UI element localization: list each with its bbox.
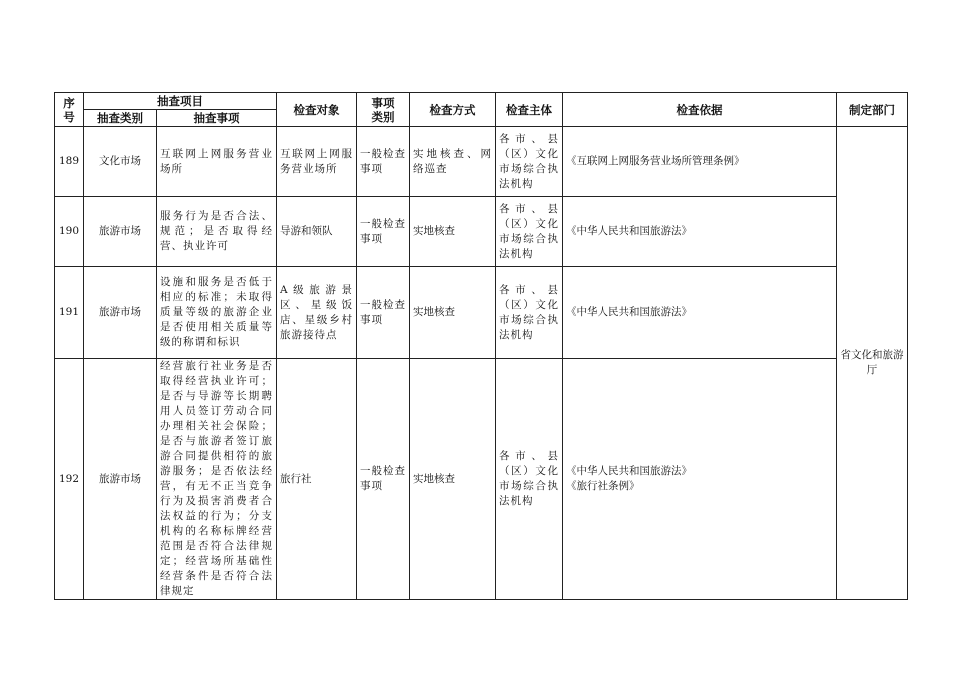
row-category: 旅游市场	[84, 359, 157, 600]
row-basis	[563, 127, 837, 197]
header-inspection-subject: 检查主体	[496, 93, 563, 127]
row-category: 旅游市场	[84, 267, 157, 359]
inspection-table	[54, 92, 908, 600]
row-method: 实地核查	[410, 359, 496, 600]
table-row	[55, 359, 908, 600]
basis-line: 《中华人民共和国旅游法》	[566, 225, 692, 237]
header-inspection-basis: 检查依据	[563, 93, 837, 127]
row-subject: 各市、县（区）文化市场综合执法机构	[496, 267, 563, 359]
row-matter: 设施和服务是否低于相应的标准；未取得质量等级的旅游企业是否使用相关质量等级的称谓和标识	[157, 267, 277, 359]
header-inspection-method: 检查方式	[410, 93, 496, 127]
row-subject: 各市、县（区）文化市场综合执法机构	[496, 359, 563, 600]
formulating-department: 省文化和旅游厅	[837, 127, 908, 600]
basis-line: 《中华人民共和国旅游法》	[566, 465, 692, 477]
header-spot-check-matter: 抽查事项	[157, 110, 277, 127]
header-seq-bottom: 号	[63, 109, 75, 124]
row-item-type: 一般检查事项	[357, 359, 410, 600]
header-seq-top: 序	[63, 95, 75, 110]
row-object: 旅行社	[277, 359, 357, 600]
header-spot-check-items: 抽查项目	[84, 93, 277, 110]
basis-line: 《互联网上网服务营业场所管理条例》	[566, 155, 745, 167]
header-item-category-top: 事项	[371, 95, 395, 110]
row-number: 189	[55, 127, 84, 197]
row-basis	[563, 267, 837, 359]
table-row	[55, 127, 908, 197]
row-number: 191	[55, 267, 84, 359]
row-object: 互联网上网服务营业场所	[277, 127, 357, 197]
row-matter: 服务行为是否合法、规范；是否取得经营、执业许可	[157, 197, 277, 267]
row-category: 文化市场	[84, 127, 157, 197]
header-seq	[55, 93, 84, 127]
header-item-category	[357, 93, 410, 127]
basis-line: 《中华人民共和国旅游法》	[566, 306, 692, 318]
row-method: 实地核查	[410, 197, 496, 267]
row-category: 旅游市场	[84, 197, 157, 267]
row-item-type: 一般检查事项	[357, 267, 410, 359]
basis-line: 《旅行社条例》	[566, 480, 640, 492]
row-subject: 各市、县（区）文化市场综合执法机构	[496, 197, 563, 267]
row-object: A级旅游景区、星级饭店、星级乡村旅游接待点	[277, 267, 357, 359]
row-number: 192	[55, 359, 84, 600]
header-item-category-bottom: 类别	[371, 109, 395, 124]
table-row	[55, 197, 908, 267]
row-matter: 互联网上网服务营业场所	[157, 127, 277, 197]
row-object: 导游和领队	[277, 197, 357, 267]
row-number: 190	[55, 197, 84, 267]
row-item-type: 一般检查事项	[357, 127, 410, 197]
header-spot-check-category: 抽查类别	[84, 110, 157, 127]
table-row	[55, 267, 908, 359]
header-inspection-object: 检查对象	[277, 93, 357, 127]
row-subject: 各市、县（区）文化市场综合执法机构	[496, 127, 563, 197]
row-method: 实地核查、网络巡查	[410, 127, 496, 197]
row-item-type: 一般检查事项	[357, 197, 410, 267]
row-method: 实地核查	[410, 267, 496, 359]
header-formulating-department: 制定部门	[837, 93, 908, 127]
row-matter: 经营旅行社业务是否取得经营执业许可；是否与导游等长期聘用人员签订劳动合同办理相关社会保险；是否与旅游者签订旅游合同提供相符的旅游服务；是否依法经营，有无不正当竞争行为及损害消费者合法权益的行为；分支机构的名称标牌经营范围是否符合法律规定；经营场所基础性经营条件是否符合法律规定	[157, 359, 277, 600]
row-basis	[563, 359, 837, 600]
row-basis	[563, 197, 837, 267]
